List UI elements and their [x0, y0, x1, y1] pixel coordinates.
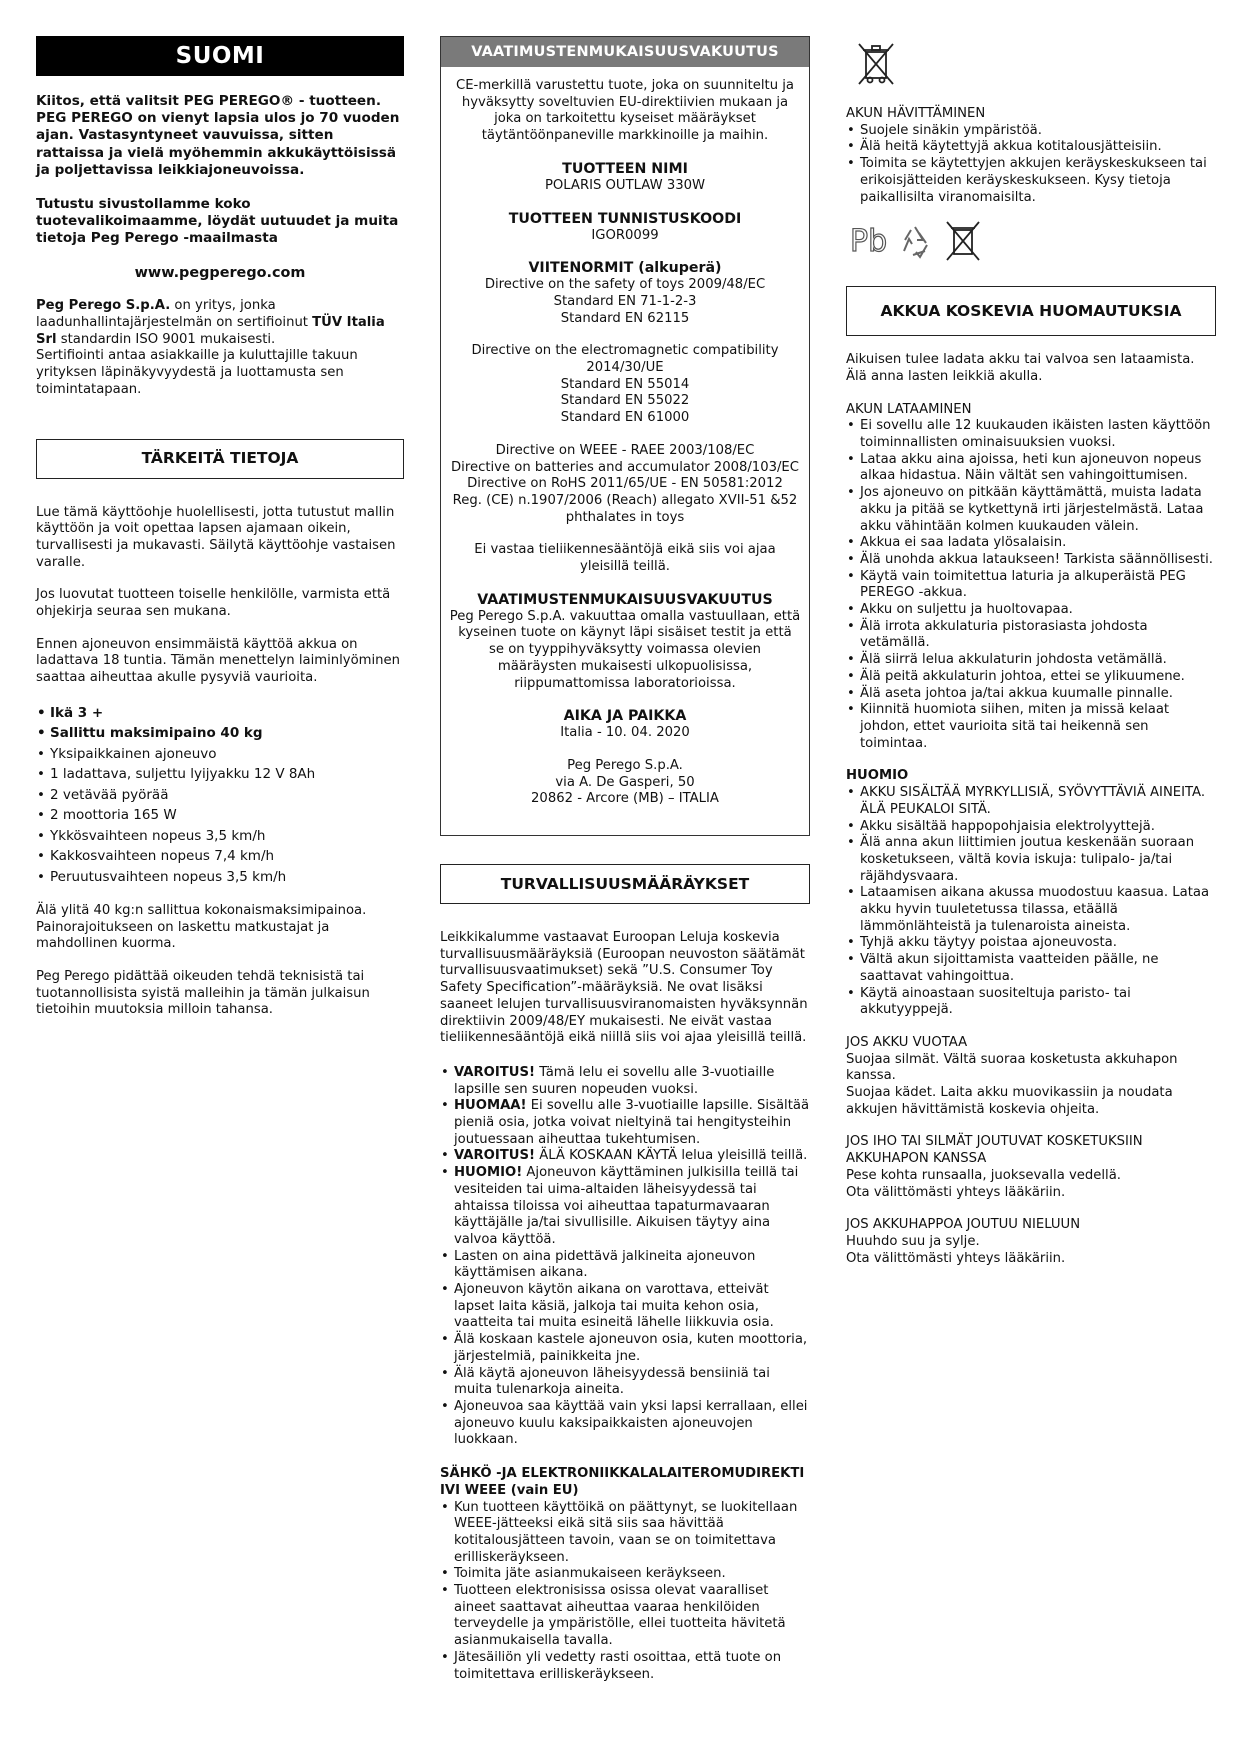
warning-label: VAROITUS!: [454, 1148, 536, 1164]
safety-text: Tämä lelu ei sovellu alle 3-vuotiaille lapsille sen suuren nopeuden vuoksi.: [454, 1064, 775, 1097]
disposal-item: • Suojele sinäkin ympäristöä.: [846, 123, 1216, 140]
charging-item: • Käytä vain toimitettua laturia ja alkuperäistä PEG PEREGO -akkua.: [846, 569, 1216, 602]
important-p3: Ennen ajoneuvon ensimmäistä käyttöä akkua on ladattava 18 tuntia. Tämän menettelyn laiminlyöminen saattaa aiheuttaa akulle pysyviä vaurioita.: [36, 636, 400, 686]
charging-item: • Kiinnitä huomiota siihen, miten ja missä kelaat johdon, ettet vaurioita sitä tai heikennä sen toimintaa.: [846, 702, 1216, 752]
disposal-item: • Toimita se käytettyjen akkujen keräyskeskukseen tai erikoisjätteiden keräyskeskukseen. Kysy tietoja paikallisilta viranomaisilta.: [846, 156, 1216, 206]
safety-text: Ei sovellu alle 3-vuotiaille lapsille. Sisältää pieniä osia, jotka voivat nieltyinä tai hengitysteihin joutuessaan aiheuttaa tukehtumisen.: [454, 1098, 810, 1147]
company-text-3: Sertifiointi antaa asiakkaille ja kuluttajille takuun yrityksen läpinäkyvyydestä ja luottamusta sen toimintatapaan.: [36, 348, 358, 397]
safety-item: [440, 1148, 810, 1165]
address-line: 20862 - Arcore (MB) – ITALIA: [531, 791, 719, 807]
column-left: [36, 36, 404, 1019]
weee-item: • Jätesäiliön yli vedetty rasti osoittaa, että tuote on toimitettava erilliskeräykseen.: [440, 1650, 810, 1683]
spec-item: • 2 vetävää pyörää: [36, 787, 404, 803]
battery-symbols: [846, 218, 1216, 264]
conformity-body: [441, 67, 809, 822]
leak-text: Suojaa kädet. Laita akku muovikassiin ja noudata akkujen hävittämistä koskevia ohjeita.: [846, 1085, 1173, 1117]
crossed-bin-small-icon: [943, 218, 983, 264]
spec-list: [36, 705, 404, 885]
leak-text: Suojaa silmät. Vältä suoraa kosketusta akkuhapon kanssa.: [846, 1051, 1178, 1084]
caution-item: • AKKU SISÄLTÄÄ MYRKYLLISIÄ, SYÖVYTTÄVIÄ AINEITA. ÄLÄ PEUKALOI SITÄ.: [846, 785, 1216, 818]
caution-item: • Lataamisen aikana akussa muodostuu kaasua. Lataa akku hyvin tuuletetussa tilassa, etäällä lämmönlähteistä ja tulenaroista aineista.: [846, 885, 1216, 935]
product-name: POLARIS OUTLAW 330W: [544, 177, 706, 193]
charging-item: • Akku on suljettu ja huoltovapaa.: [846, 602, 1216, 619]
declaration-text: Peg Perego S.p.A. vakuuttaa omalla vastuullaan, että kyseinen tuote on käynyt läpi sisäiset testit ja että se on tyyppihyväksytty voimassa olevien määräysten mukaisesti ulkopuolisissa, riippumattomissa laboratorioissa.: [449, 608, 801, 691]
charging-item: • Älä siirrä lelua akkulaturin johdosta vetämällä.: [846, 652, 1216, 669]
conformity-header: VAATIMUSTENMUKAISUUSVAKUUTUS: [441, 37, 809, 67]
warning-label: VAROITUS!: [454, 1064, 536, 1080]
spec-item: • 2 moottoria 165 W: [36, 807, 404, 823]
disposal-list: [846, 123, 1216, 207]
norm-line: Standard EN 61000: [560, 410, 690, 426]
norm-line: Directive on RoHS 2011/65/UE - EN 50581:2012: [467, 476, 783, 492]
contact-text: Pese kohta runsaalla, juoksevalla vedellä.: [846, 1167, 1121, 1183]
charging-item: • Älä irrota akkulaturia pistorasiasta johdosta vetämällä.: [846, 619, 1216, 652]
safety-item: • Ajoneuvoa saa käyttää vain yksi lapsi kerrallaan, ellei ajoneuvo kuulu kaksipaikkaisten ajoneuvojen luokkaan.: [440, 1399, 810, 1449]
important-info-heading: TÄRKEITÄ TIETOJA: [36, 439, 404, 479]
caution-item: • Älä anna akun liittimien joutua keskenään suoraan kosketukseen, vältä kovia iskuja: tulipalo- ja/tai räjähdysvaara.: [846, 835, 1216, 885]
website-link[interactable]: www.pegperego.com: [134, 264, 306, 281]
company-text-2: standardin ISO 9001 mukaisesti.: [56, 331, 276, 347]
conformity-intro: CE-merkillä varustettu tuote, joka on suunniteltu ja hyväksytty soveltuvien EU-direktiivien mukaan ja joka on tarkoitettu kyseiset määräykset täytäntöönpaneville markkinoille ja maihin.: [456, 78, 794, 144]
product-code: IGOR0099: [591, 227, 659, 243]
disposal-item: • Älä heitä käytettyjä akkua kotitalousjätteisiin.: [846, 139, 1216, 156]
battery-notes-text: Aikuisen tulee ladata akku tai valvoa sen lataamista. Älä anna lasten leikkiä akulla.: [846, 352, 1195, 384]
caution-item: • Vältä akun sijoittamista vaatteiden päälle, ne saattavat vahingoittua.: [846, 952, 1216, 985]
important-p1: Lue tämä käyttöohje huolellisesti, jotta tutustut mallin käyttöön ja voit opettaa lapsen ajamaan oikein, turvallisesti ja mukavasti. Säilytä käyttöohje vastaisen varalle.: [36, 504, 396, 570]
safety-list: [440, 1065, 810, 1449]
crossed-bin-icon: [854, 38, 898, 90]
charging-item: • Lataa akku aina ajoissa, heti kun ajoneuvon nopeus alkaa hidastua. Näin vältät sen vahingoittumisen.: [846, 452, 1216, 485]
safety-item: • Ajoneuvon käytön aikana on varottava, etteivät lapset laita käsiä, jalkoja tai muita kehon osia, vaatteita tai muita esineitä lähelle liikkuvia osia.: [440, 1282, 810, 1332]
warning-label: HUOMIO!: [454, 1165, 523, 1181]
norm-line: Reg. (CE) n.1907/2006 (Reach) allegato XVII-51 &52 phthalates in toys: [452, 492, 798, 525]
contact-heading: JOS IHO TAI SILMÄT JOUTUVAT KOSKETUKSIIN AKKUHAPON KANSSA: [846, 1134, 1143, 1167]
safety-item: • Älä koskaan kastele ajoneuvon osia, kuten moottoria, järjestelmiä, painikkeita jne.: [440, 1332, 810, 1365]
recycle-icon: [895, 221, 935, 261]
norm-line: Standard EN 55014: [560, 376, 690, 392]
swallow-heading: JOS AKKUHAPPOA JOUTUU NIELUUN: [846, 1217, 1081, 1233]
column-middle: [440, 36, 810, 1683]
spec-item: • Peruutusvaihteen nopeus 3,5 km/h: [36, 869, 404, 885]
warning-label: HUOMAA!: [454, 1098, 527, 1114]
swallow-text: Ota välittömästi yhteys lääkäriin.: [846, 1250, 1066, 1266]
safety-item: [440, 1165, 810, 1249]
safety-item: [440, 1098, 810, 1148]
address-line: Peg Perego S.p.A.: [567, 757, 683, 773]
safety-item: • Lasten on aina pidettävä jalkineita ajoneuvon käyttämisen aikana.: [440, 1249, 810, 1282]
rights-note: Peg Perego pidättää oikeuden tehdä teknisistä tai tuotannollisista syistä malleihin ja tämän julkaisun tietoihin muutoksia milloin tahansa.: [36, 968, 370, 1018]
spec-item: • Ykkösvaihteen nopeus 3,5 km/h: [36, 828, 404, 844]
spec-item: • Yksipaikkainen ajoneuvo: [36, 746, 404, 762]
pb-symbol: Pb: [850, 223, 888, 259]
charging-item: • Jos ajoneuvo on pitkään käyttämättä, muista ladata akku ja pitää se kytkettynä irti järjestelmästä. Lataa akku vähintään kolmen kuukauden välein.: [846, 485, 1216, 535]
caution-item: • Tyhjä akku täytyy poistaa ajoneuvosta.: [846, 935, 1216, 952]
column-right: [846, 36, 1216, 1267]
norm-line: Directive on the safety of toys 2009/48/EC: [484, 277, 766, 293]
caution-heading: HUOMIO: [846, 768, 909, 784]
intro-text: Kiitos, että valitsit PEG PEREGO® - tuotteen. PEG PEREGO on vienyt lapsia ulos jo 70 vuoden ajan. Vastasyntyneet vauvuissa, sitten rattaissa ja vielä myöhemmin akkukäyttöisissä ja poljettavissa leikkiajoneuvoissa.: [36, 93, 400, 178]
disposal-heading: AKUN HÄVITTÄMINEN: [846, 106, 986, 121]
charging-item: • Älä aseta johtoa ja/tai akkua kuumalle pinnalle.: [846, 686, 1216, 703]
language-header: SUOMI: [36, 36, 404, 76]
safety-item: • Älä käytä ajoneuvon läheisyydessä bensiiniä tai muita tulenarkoja aineita.: [440, 1366, 810, 1399]
charging-item: • Älä unohda akkua lataukseen! Tarkista säännöllisesti.: [846, 552, 1216, 569]
weee-item: • Tuotteen elektronisissa osissa olevat vaaralliset aineet saattavat aiheuttaa vaaraa henkilöiden terveydelle ja ympäristölle, ellei tuotteita hävitetä asianmukaisella tavalla.: [440, 1583, 810, 1650]
charging-item: • Akkua ei saa ladata ylösalaisin.: [846, 535, 1216, 552]
caution-item: • Käytä ainoastaan suositeltuja paristo- tai akkutyyppejä.: [846, 986, 1216, 1019]
conformity-declaration-box: [440, 36, 810, 836]
road-note: Ei vastaa tieliikennesääntöjä eikä siis voi ajaa yleisillä teillä.: [474, 542, 776, 575]
spec-item: • 1 ladattava, suljettu lyijyakku 12 V 8Ah: [36, 766, 404, 782]
weee-heading: SÄHKÖ -JA ELEKTRONIIKKALALAITEROMUDIREKTI IVI WEEE (vain EU): [440, 1466, 805, 1498]
weee-list: [440, 1500, 810, 1684]
safety-text: ÄLÄ KOSKAAN KÄYTÄ lelua yleisillä teillä.: [535, 1148, 808, 1164]
weee-item: • Toimita jäte asianmukaiseen keräykseen.: [440, 1566, 810, 1583]
spec-item: • Kakkosvaihteen nopeus 7,4 km/h: [36, 848, 404, 864]
norm-line: Standard EN 62115: [560, 310, 690, 326]
caution-list: [846, 785, 1216, 1019]
time-place: Italia - 10. 04. 2020: [560, 725, 690, 741]
charging-list: [846, 418, 1216, 752]
company-text: [36, 298, 404, 398]
declaration-label: VAATIMUSTENMUKAISUUSVAKUUTUS: [477, 591, 773, 608]
time-place-label: AIKA JA PAIKKA: [563, 708, 687, 725]
safety-item: [440, 1065, 810, 1098]
company-text-1: on yritys, jonka laadunhallintajärjestelmän on sertifioinut: [36, 298, 313, 331]
charging-item: • Älä peitä akkulaturin johtoa, ettei se ylikuumene.: [846, 669, 1216, 686]
charging-item: • Ei sovellu alle 12 kuukauden ikäisten lasten käyttöön toiminnallisten ominaisuuksien vuoksi.: [846, 418, 1216, 451]
product-code-label: TUOTTEEN TUNNISTUSKOODI: [508, 210, 742, 227]
company-name: Peg Perego S.p.A.: [36, 298, 171, 314]
norm-line: Directive on batteries and accumulator 2008/103/EC: [451, 459, 799, 475]
safety-intro: Leikkikalumme vastaavat Euroopan Leluja koskevia turvallisuusmääräyksiä (Euroopan neuvoston säätämät turvallisuusvaatimukset) sekä ”U.S. Consumer Toy Safety Specification”-määräyksiä. Ne ovat lisäksi saaneet lelujen turvallisuusviranomaisten hyväksynnän direktiivin 2009/48/EY mukaisesti. Ne eivät vastaa tieliikennesääntöjä eikä niillä siis voi ajaa yleisillä teillä.: [440, 930, 808, 1046]
weee-item: • Kun tuotteen käyttöikä on päättynyt, se luokitellaan WEEE-jätteeksi eikä sitä siis saa hävittää kotitalousjätteen tavoin, vaan se on toimitettava erilliskeräykseen.: [440, 1500, 810, 1567]
caution-item: • Akku sisältää happopohjaisia elektrolyyttejä.: [846, 819, 1216, 836]
spec-age: • Ikä 3 +: [36, 705, 404, 721]
norms-label: VIITENORMIT (alkuperä): [528, 260, 722, 277]
spec-max-weight: • Sallittu maksimipaino 40 kg: [36, 725, 404, 741]
product-name-label: TUOTTEEN NIMI: [562, 160, 688, 177]
weight-note: Älä ylitä 40 kg:n sallittua kokonaismaksimipainoa. Painorajoitukseen on laskettu matkustajat ja mahdollinen kuorma.: [36, 902, 367, 952]
safety-heading: TURVALLISUUSMÄÄRÄYKSET: [440, 864, 810, 904]
address-line: via A. De Gasperi, 50: [555, 774, 695, 790]
norm-line: Standard EN 71-1-2-3: [553, 293, 697, 309]
battery-notes-heading: AKKUA KOSKEVIA HUOMAUTUKSIA: [846, 286, 1216, 336]
norm-line: Directive on the electromagnetic compatibility 2014/30/UE: [471, 343, 779, 376]
norm-line: Directive on WEEE - RAEE 2003/108/EC: [495, 442, 755, 458]
contact-text: Ota välittömästi yhteys lääkäriin.: [846, 1184, 1066, 1200]
swallow-text: Huuhdo suu ja sylje.: [846, 1233, 980, 1249]
catalog-text: Tutustu sivustollamme koko tuotevalikoimaamme, löydät uutuudet ja muita tietoja Peg Perego -maailmasta: [36, 196, 399, 247]
certifier: TÜV Italia Srl: [36, 315, 385, 347]
leak-heading: JOS AKKU VUOTAA: [846, 1034, 968, 1050]
important-p2: Jos luovutat tuotteen toiselle henkilölle, varmista että ohjekirja seuraa sen mukana.: [36, 587, 391, 620]
norm-line: Standard EN 55022: [560, 393, 690, 409]
charging-heading: AKUN LATAAMINEN: [846, 401, 972, 417]
safety-text: Ajoneuvon käyttäminen julkisilla teillä tai vesiteiden tai uima-altaiden läheisyydessä tai ahtaissa tiloissa voi aiheuttaa tapaturmavaaran käyttäjälle ja/tai sivullisille. Aikuisen täytyy aina valvoa käyttöä.: [454, 1165, 799, 1247]
